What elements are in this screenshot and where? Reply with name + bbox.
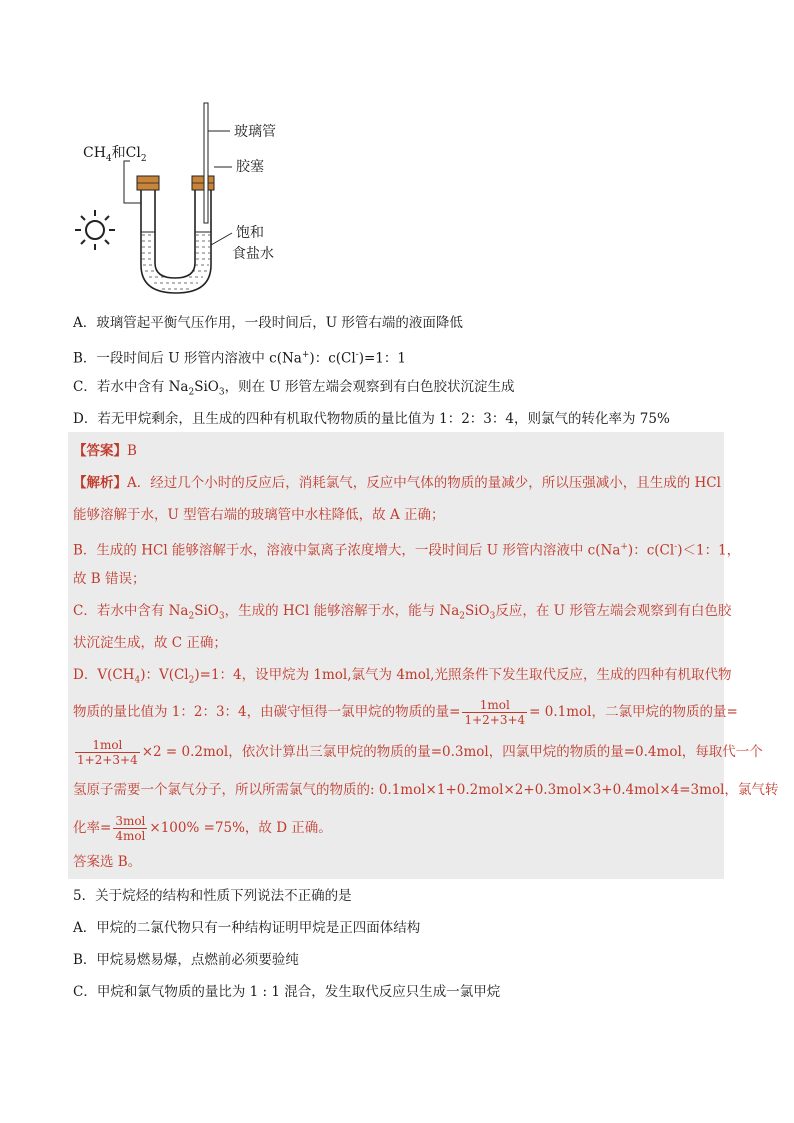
gas-label: $CH_4$和$Cl_2$ [83,145,147,164]
fraction-3: $\frac{\text{3mol}}{\text{4mol}}$ [115,814,146,843]
answer-final: 答案选 B。 [73,854,142,870]
u-tube-diagram [70,95,330,305]
option-d: D．若无甲烷剩余，且生成的四种有机取代物物质的量比值为 1：2：3：4，则氯气的转化率为 75% [73,411,670,427]
question-5-stem: 5．关于烷烃的结构和性质下列说法不正确的是 [73,888,352,904]
solution-label-1: 饱和 [236,225,264,241]
saline-solution [141,232,211,293]
analysis-a-2: 能够溶解于水，U 型管右端的玻璃管中水柱降低，故 A 正确； [73,507,445,523]
analysis-c-1: C．若水中含有 $Na_2SiO_3$，生成的 HCl 能够溶解于水，能与 $Na_2SiO_3$反应，在 U 形管左端会观察到有白色胶 [73,603,732,622]
option-c: C．若水中含有 $Na_2SiO_3$，则在 U 形管左端会观察到有白色胶状沉淀生成 [73,379,515,398]
analysis-b-1: B．生成的 HCl 能够溶解于水，溶液中氯离子浓度增大，一段时间后 U 形管内溶液中 c(Na+)：c(Cl-)＜1：1， [73,542,741,559]
analysis-d-1: D．$V(CH_4)$：$V(Cl_2)=1$：4，设甲烷为 1mol,氯气为 4mol,光照条件下发生取代反应，生成的四种有机取代物 [73,667,732,686]
option-b: B．一段时间后 U 形管内溶液中 c(Na+)：c(Cl-)=1：1 [73,350,406,367]
question-5-option-c: C．甲烷和氯气物质的量比为 1 : 1 混合，发生取代反应只生成一氯甲烷 [73,984,501,1000]
u-tube-figure [70,95,330,305]
solution-label-2: 食盐水 [232,246,274,262]
question-5-option-a: A．甲烷的二氯代物只有一种结构证明甲烷是正四面体结构 [73,920,421,936]
option-a: A．玻璃管起平衡气压作用，一段时间后，U 形管右端的液面降低 [73,315,463,331]
sun-icon [75,210,115,250]
analysis-d-3: $\frac{\text{1mol}}{1+2+3+4}$ ×2 = 0.2mol，依次计算出三氯甲烷的物质的量=0.3mol，四氯甲烷的物质的量=0.4mol，每取代一个 [77,738,763,767]
analysis-d-2: 物质的量比值为 1：2：3：4，由碳守恒得一氯甲烷的物质的量= $\frac{\text{1mol}}{1+2+3+4}$ = 0.1mol，二氯甲烷的物质的量= [73,698,738,727]
answer-line: 【答案】B [73,443,137,459]
fraction-2: $\frac{\text{1mol}}{1+2+3+4}$ [77,738,138,767]
analysis-d-5: 化率= $\frac{\text{3mol}}{\text{4mol}}$ ×100% =75%，故 D 正确。 [73,814,332,843]
fraction-1: $\frac{\text{1mol}}{1+2+3+4}$ [464,698,526,727]
glass-tube-label: 玻璃管 [234,124,276,140]
analysis-d-4: 氢原子需要一个氯气分子，所以所需氯气的物质的: 0.1mol×1+0.2mol×2+0.3mol×3+0.4mol×4=3mol，氯气转 [73,782,779,798]
glass-tube [204,103,208,223]
analysis-c-2: 状沉淀生成，故 C 正确； [73,635,227,651]
question-5-option-b: B．甲烷易燃易爆，点燃前必须要验纯 [73,952,299,968]
analysis-a-1: 【解析】A．经过几个小时的反应后，消耗氯气，反应中气体的物质的量减少，所以压强减小，且生成的 HCl [73,475,721,491]
stopper-label: 胶塞 [236,159,264,175]
answer-box [68,432,724,879]
analysis-b-2: 故 B 错误； [73,571,146,587]
